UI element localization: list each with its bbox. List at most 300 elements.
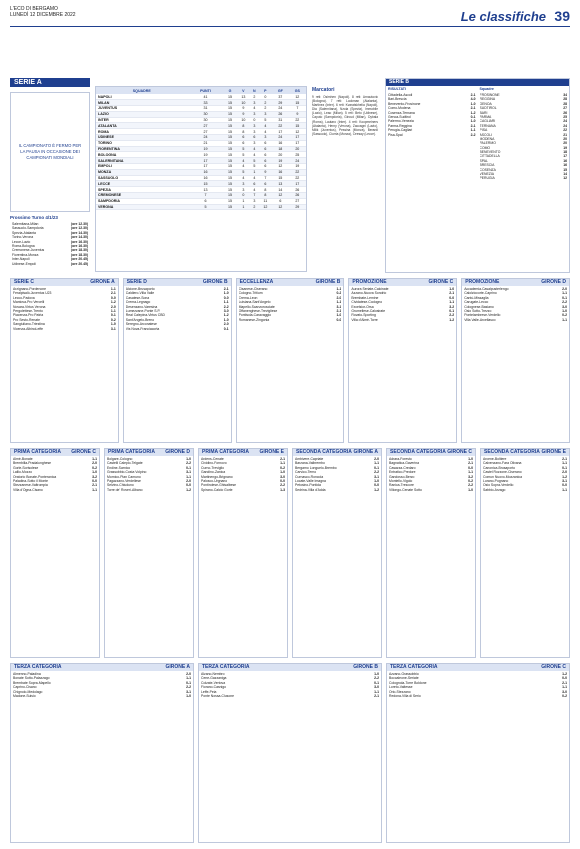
match-name: Chignolo-Medolago [13,689,43,694]
stat-cell: 15 [223,146,236,152]
result-row [480,176,568,180]
stat-cell: 2 [259,106,272,112]
result-row [389,488,473,492]
match-score: 1-2 [223,313,229,318]
match-score: 20 [563,136,567,141]
match-score: 0-1 [562,295,567,300]
match-name: Pontirolese-Ghisalbese [201,483,237,488]
match-name: Sedrina-Villa d'Adda [295,487,326,492]
result-row [389,694,567,698]
stat-cell: 6 [237,140,250,146]
stat-cell: 15 [289,123,306,129]
match-score: 1-1 [92,487,97,492]
stat-cell: 16 [272,169,289,175]
match-name: Calolziocorte-Caprino [464,291,497,296]
stat-cell: 15 [223,164,236,170]
league-title: SECONDA CATEGORIA [390,449,446,455]
league-group: GIRONE C [447,449,472,455]
match-name: Colognese-Basiano [464,304,494,309]
stat-cell: 15 [223,158,236,164]
match-score: 1-1 [470,128,476,133]
league-header [11,279,118,286]
match-name: Carvico-Terno [295,470,317,475]
match-name: PALERMO [479,141,496,146]
match-name: Cisanese-Ciserano [238,287,268,291]
match-score: 0-0 [562,676,567,681]
serie-b-results [386,92,478,138]
match-score: 34 [563,93,567,97]
match-name: BARI [479,110,488,115]
league-title: TERZA CATEGORIA [14,664,62,670]
match-name: Piacenza-Pro Patria [13,313,44,318]
stat-cell: 15 [223,198,236,204]
stat-cell: 37 [272,94,289,100]
match-name: Casazza-Credaro [389,465,416,470]
match-name: Torre de' Roveri-Albano [107,487,143,492]
stat-cell: 6 [188,198,224,204]
match-score: 2-2 [449,313,455,318]
match-score: 0-0 [186,483,191,488]
stat-cell: 6 [259,181,272,187]
league-header [237,279,344,286]
match-score: 0-0 [280,478,285,483]
match-name: MODENA [479,136,495,141]
stat-cell: 6 [272,198,289,204]
match-score: 1-1 [280,461,285,466]
column-header: SQUADRE [96,87,188,94]
stat-cell: 29 [289,204,306,210]
match-score: 1-3 [280,487,285,492]
match-score: 3-1 [562,478,567,483]
league-header [481,449,569,456]
team-name: VERONA [96,204,188,210]
match-score: (ore 16.30) [71,239,88,244]
stat-cell: 7 [289,106,306,112]
match-name: Oratorio Bonate-Ponteranica [13,474,57,479]
match-name: Curnasco-Roncola [295,474,324,479]
match-name: Colognola-Torre Boldone [389,680,427,685]
stat-cell: 19 [188,146,224,152]
match-score: (ore 12.30) [71,226,88,231]
result-row [13,694,191,698]
stat-cell: 15 [223,193,236,199]
match-name: Entratico-Predore [389,470,416,475]
match-name: Ponte Nossa-Clusone [201,693,234,698]
match-name: Gandosso-Berzo [389,474,415,479]
table-row [96,204,306,210]
stat-cell: 12 [289,94,306,100]
result-row [126,327,229,331]
results-list [387,671,569,699]
league-box [10,448,100,658]
stat-cell: 4 [250,106,259,112]
match-name: Crema-Legnago [125,300,151,305]
stat-cell: 17 [289,140,306,146]
match-score: 0-1 [374,680,379,685]
stat-cell: 9 [289,111,306,117]
match-score: 1-1 [562,685,567,690]
stat-cell: 6 [237,135,250,141]
match-name: Bagnatica-Gaverina [389,461,419,466]
match-name: BENEVENTO [479,150,501,155]
match-score: 0-2 [92,465,97,470]
match-score: 1-0 [468,487,473,492]
match-score: 1-0 [92,470,97,475]
match-name: Bergamo Longuelo-Brembo [295,465,337,470]
match-name: Ranica-Trescore [389,483,414,488]
stat-cell: 0 [250,117,259,123]
match-score: 24 [563,119,567,124]
match-score: 2-0 [562,287,567,291]
stat-cell: 15 [223,117,236,123]
results-list [462,286,569,323]
match-name: Locate-Valle Imagna [295,478,326,483]
match-name: Almè-Bonate [13,457,33,461]
match-score: 2-0 [92,461,97,466]
match-score: 0-2 [110,317,116,322]
match-score: (ore 16.30) [71,243,88,248]
match-score: 0-0 [374,483,379,488]
match-score: 0-1 [223,326,229,331]
match-score: 2-1 [468,461,473,466]
stat-cell: 30 [188,117,224,123]
stat-cell: 15 [223,187,236,193]
match-score: 2-1 [449,291,455,296]
league-box [123,278,232,443]
stat-cell: 12 [259,204,272,210]
match-score: 3-0 [562,689,567,694]
league-box [480,448,570,658]
match-name: Leffe-Peia [201,689,217,694]
stat-cell: 15 [223,175,236,181]
match-score: 2-0 [186,672,191,676]
stat-cell: 3 [250,129,259,135]
match-name: PISA [479,128,488,133]
match-name: Pontisola-Caravaggio [238,313,272,318]
match-score: 1-1 [336,300,342,305]
team-name: BOLOGNA [96,152,188,158]
match-name: Curno-Treviglio [201,465,225,470]
stat-cell: 8 [237,129,250,135]
match-name: Lecce-Lazio [12,239,31,244]
column-header: GS [289,87,306,94]
stat-cell: 31 [188,106,224,112]
match-name: Pontelambrese-Verdello [464,313,501,318]
league-title: TERZA CATEGORIA [202,664,250,670]
match-score: 2-2 [374,470,379,475]
match-name: Romanese-Zingonia [238,317,270,322]
match-name: GENOA [479,101,492,106]
stat-cell: 3 [237,187,250,193]
match-name: Crema-Leon [238,295,258,300]
stat-cell: 4 [250,152,259,158]
stat-cell: 15 [223,100,236,106]
match-score: 2-2 [562,300,567,305]
stat-cell: 5 [237,152,250,158]
stat-cell: 8 [259,193,272,199]
match-name: Osio Sotto-Trezzo [464,308,492,313]
team-name: CREMONESE [96,193,188,199]
results-list [11,456,99,493]
stat-cell: 27 [289,198,306,204]
match-name: Lumezzane-Ponte S.P. [125,308,161,313]
results-list [387,456,475,493]
stat-cell: 12 [272,164,289,170]
match-score: 1-0 [336,313,342,318]
stat-cell: 16 [188,169,224,175]
match-score: 1-2 [562,474,567,479]
stat-cell: 22 [289,169,306,175]
match-name: Azzano-Grassobbio [389,672,419,676]
match-name: Roma-Bologna [12,243,35,248]
stat-cell: 25 [289,152,306,158]
match-name: Bari-Brescia [388,97,407,102]
match-name: Azzano-Nuova Sondrio [351,291,387,296]
results-list [11,671,193,699]
match-score: 16 [563,158,567,163]
match-score: 1-0 [374,478,379,483]
stat-cell: 7 [188,193,224,199]
match-score: 1-2 [562,672,567,676]
results-list [124,286,231,332]
match-score: 2-2 [186,461,191,466]
match-score: 0-1 [110,313,116,318]
match-name: Adrara-Foresto [389,457,412,461]
match-name: Real Calepina-Virtus CBD [125,313,165,318]
stat-cell: 27 [188,129,224,135]
match-name: Calvenzano-Fara Olivana [483,461,522,466]
match-score: 0-2 [562,313,567,318]
match-name: Offanenghese-Trevigliese [238,308,278,313]
match-score: 2-1 [280,457,285,461]
match-score: 0-1 [470,114,476,119]
section-title: Le classifiche [460,9,546,24]
match-name: Lallio-Mozzo [13,470,33,475]
match-name: Brembate-Lemine [351,295,379,300]
match-score: 2-0 [374,457,379,461]
match-score: 2-0 [110,304,116,309]
league-title: PRIMA CATEGORIA [202,449,249,455]
match-score: 14 [563,172,567,177]
stat-cell: 19 [188,152,224,158]
stat-cell: 15 [289,100,306,106]
match-name: Gandino-Zanica [201,470,226,475]
team-name: ATALANTA [96,123,188,129]
match-name: Salernitana-Milan [12,222,39,226]
match-name: CAGLIARI [479,119,496,124]
match-score: 1-0 [562,308,567,313]
match-score: 0-1 [186,680,191,685]
stat-cell: 6 [250,181,259,187]
stat-cell: 0 [237,193,250,199]
match-name: Bonate Sotto-Palazzago [13,676,50,681]
serie-b-box [385,78,570,273]
stat-cell: 5 [188,204,224,210]
league-title: PRIMA CATEGORIA [108,449,155,455]
results-list [481,456,569,493]
match-score: (ore 14.30) [71,235,88,240]
stat-cell: 3 [250,140,259,146]
match-name: Genoa-Sudtirol [388,114,411,119]
match-name: Sant'Angelo-Breno [125,317,155,322]
stat-cell: 17 [289,135,306,141]
match-name: Osio Sopra-Verdello [483,483,514,488]
match-score: 0-2 [336,291,342,296]
stat-cell: 31 [272,117,289,123]
match-score: 3-1 [110,326,116,331]
stat-cell: 1 [237,198,250,204]
match-score: (ore 18.30) [71,252,88,257]
match-name: Cosenza-Ternana [388,110,415,115]
stat-cell: 19 [289,164,306,170]
match-name: Loreto-Valtesse [389,685,413,690]
match-score: (ore 14.30) [71,230,88,235]
match-score: 17 [563,154,567,159]
match-name: Torino-Verona [12,235,34,240]
issue-date: LUNEDÌ 12 DICEMBRE 2022 [10,12,76,18]
stat-cell: 13 [237,94,250,100]
match-name: Pisa-Spal [388,132,403,137]
match-name: Orio-Stezzano [389,689,411,694]
match-name: Seregno-Arconatese [125,322,157,327]
stat-cell: 24 [188,135,224,141]
match-name: Desenzano-Varesina [125,304,158,309]
match-name: Cologno-Tritium [238,291,263,296]
match-name: Canonica-Brusaporto [483,465,516,470]
stat-cell: 41 [188,94,224,100]
league-box [386,663,570,843]
league-box [10,278,119,443]
match-score: 2-0 [336,295,342,300]
stat-cell: 2 [259,100,272,106]
stat-cell: 4 [237,175,250,181]
results-list [237,286,344,323]
team-name: LECCE [96,181,188,187]
team-name: MILAN [96,100,188,106]
stat-cell: 6 [259,152,272,158]
stat-cell: 16 [188,175,224,181]
team-name: ROMA [96,129,188,135]
league-group: GIRONE B [202,279,228,285]
match-score: 1-0 [186,457,191,461]
match-score: 0-0 [223,295,229,300]
league-header [349,279,456,286]
match-score: (ore 12.30) [71,222,88,226]
stat-cell: 10 [237,100,250,106]
match-score: 3-0 [374,685,379,690]
match-name: Feralpisalò-Juventus U23 [13,291,52,296]
stat-cell: 26 [272,111,289,117]
match-score: 3-2 [449,304,455,309]
match-name: ASCOLI [479,132,492,137]
match-name: Mantova-Pro Vercelli [13,300,45,305]
stat-cell: 15 [223,181,236,187]
stat-cell: 14 [272,187,289,193]
league-group: GIRONE B [353,664,378,670]
match-score: 1-0 [186,693,191,698]
match-score: 22 [563,128,567,133]
match-score: 1-0 [223,317,229,322]
league-title: SERIE D [126,279,147,285]
match-name: Caprino-Cisano [13,685,37,690]
match-score: 1-1 [223,300,229,305]
result-row [107,488,191,492]
league-header [11,664,193,671]
league-group: GIRONE A [353,449,378,455]
league-title: ECCELLENZA [239,279,274,285]
match-score: 1-1 [336,287,342,291]
match-name: Udinese-Empoli [12,261,36,266]
stat-cell: 1 [237,204,250,210]
match-score: 0-0 [92,478,97,483]
stat-cell: 7 [250,193,259,199]
stat-cell: 6 [250,135,259,141]
league-box [104,448,194,658]
header-rule [10,26,570,27]
match-score: (ore 20.45) [71,257,88,262]
team-name: LAZIO [96,111,188,117]
match-score: 2-2 [186,685,191,690]
stat-cell: 6 [259,164,272,170]
team-name: SASSUOLO [96,175,188,181]
stat-cell: 3 [259,135,272,141]
league-header [199,664,381,671]
match-name: SUDTIROL [479,106,497,111]
stat-cell: 15 [223,140,236,146]
result-row [388,133,476,137]
results-list [199,671,381,699]
league-group: GIRONE C [71,449,96,455]
match-name: Madone-Suisio [13,693,36,698]
match-name: Pergolettese-Trento [13,308,43,313]
stat-cell: 5 [250,158,259,164]
stat-cell: 15 [223,135,236,141]
match-name: Arcene-Boltiere [483,457,507,461]
match-score: 0-0 [449,295,455,300]
match-name: Rovato-Sporting [351,313,376,318]
stat-cell: 3 [250,100,259,106]
serie-b-standings-title: Squadre [479,87,494,91]
league-header [105,449,193,456]
stat-cell: 4 [250,146,259,152]
match-name: Accademia-Casalpusterlengo [464,287,509,291]
match-score: 1-1 [562,317,567,322]
match-name: Villa d'Almè-Torre [351,317,378,322]
match-score: 1-1 [562,291,567,296]
match-name: Grumellese-Calvairate [351,308,386,313]
match-score: 3-2 [92,474,97,479]
match-score: 2-2 [470,132,476,137]
team-name: UDINESE [96,135,188,141]
match-name: Parma-Reggina [388,123,412,128]
match-score: 2-1 [92,483,97,488]
match-score: 26 [563,110,567,115]
team-name: SAMPDORIA [96,198,188,204]
match-name: Sabbio-Arzago [483,487,506,492]
league-header [387,664,569,671]
match-score: 1-0 [468,457,473,461]
match-name: Brembilla-Pradalunghese [13,461,52,466]
match-score: 2-1 [562,457,567,461]
stat-cell: 33 [188,100,224,106]
match-score: 0-2 [280,465,285,470]
match-name: Cremonese-Juventus [12,248,45,253]
match-score: 20 [563,141,567,146]
next-round-list [10,221,90,267]
match-name: Castelli Calepio-Telgate [107,461,143,466]
stat-cell: 8 [259,187,272,193]
match-name: CITTADELLA [479,154,500,159]
